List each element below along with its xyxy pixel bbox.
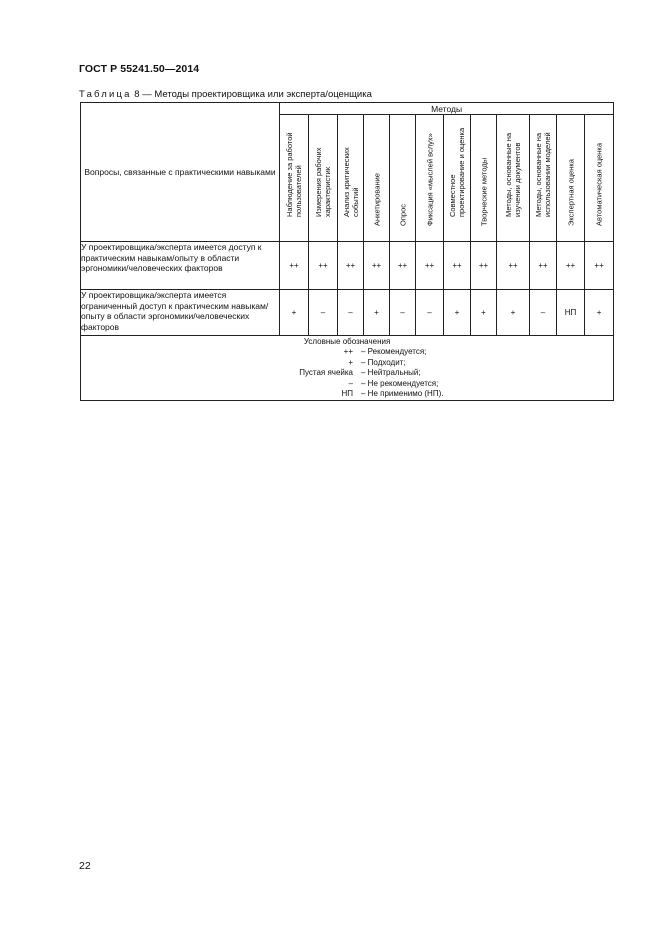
method-column-label-line: Анализ критических: [341, 147, 351, 217]
rating-cell: ++: [309, 242, 338, 290]
legend-symbol: ++: [343, 347, 353, 356]
rating-cell: ++: [364, 242, 390, 290]
method-column-label: [504, 133, 522, 217]
legend-description: – Нейтральный;: [361, 368, 421, 377]
row-question: У проектировщика/эксперта имеется ограниченный доступ к практическим навыкам/опыту в области эргономики/человеческих факторов: [81, 290, 280, 336]
rating-cell: ++: [471, 242, 497, 290]
rating-cell: ++: [280, 242, 309, 290]
legend-symbol: НП: [341, 389, 353, 398]
method-column-label-line: использовании моделей: [543, 132, 552, 217]
rating-cell: ++: [444, 242, 471, 290]
rating-cell: –: [309, 290, 338, 336]
method-column-label-line: Измерения рабочих: [314, 147, 323, 217]
rating-cell: –: [530, 290, 557, 336]
method-column-label-line: Методы, основанные на: [534, 132, 543, 217]
method-column-header: [557, 115, 585, 242]
method-column-label: [372, 173, 381, 226]
method-column-label: [342, 147, 360, 217]
method-column-header: [471, 115, 497, 242]
method-column-label-line: Экспертная оценка: [566, 159, 575, 226]
table-row: [81, 242, 614, 290]
rating-cell: ++: [557, 242, 585, 290]
legend-description: – Подходит;: [361, 357, 406, 367]
method-column-header: [364, 115, 390, 242]
table-row: [81, 290, 614, 336]
row-question: У проектировщика/эксперта имеется доступ к практическим навыкам/опыту в области эргономики/человеческих факторов: [81, 242, 280, 290]
rating-cell: ++: [338, 242, 364, 290]
legend-item: [81, 358, 613, 369]
legend: [81, 336, 614, 401]
legend-item: [81, 379, 613, 390]
rating-cell: +: [471, 290, 497, 336]
table-body: [81, 242, 614, 401]
method-column-label: [285, 132, 303, 217]
method-column-header: [280, 115, 309, 242]
legend-title: Условные обозначения: [303, 337, 391, 346]
method-column-label: [314, 148, 332, 217]
legend-row: [81, 336, 614, 401]
legend-symbol: +: [348, 357, 353, 367]
legend-item: [81, 347, 613, 358]
method-column-label-line: Наблюдение за работой: [285, 132, 294, 217]
methods-table: [80, 102, 614, 401]
table-caption-prefix: Таблица: [79, 89, 132, 100]
table-caption-text: 8 — Методы проектировщика или эксперта/оценщика: [131, 89, 372, 100]
method-column-label-line: событий: [350, 187, 360, 217]
rating-cell: ++: [497, 242, 530, 290]
rating-cell: –: [416, 290, 444, 336]
method-column-header: [309, 115, 338, 242]
page-number: 22: [79, 860, 91, 872]
methods-group-header: Методы: [280, 103, 614, 115]
method-column-label-line: Фиксация «мыслей вслух»: [425, 133, 434, 226]
method-column-label: [448, 128, 466, 217]
table-caption: [79, 89, 372, 100]
legend-description: – Рекомендуется;: [361, 347, 427, 356]
method-column-label-line: пользователей: [294, 165, 303, 217]
rating-cell: ++: [416, 242, 444, 290]
rating-cell: НП: [557, 290, 585, 336]
method-column-label-line: Творческие методы: [479, 157, 488, 226]
rating-cell: +: [280, 290, 309, 336]
method-column-header: [444, 115, 471, 242]
legend-description: – Не применимо (НП).: [361, 389, 444, 398]
method-column-label: [595, 143, 604, 226]
method-column-label-line: изучении документов: [513, 142, 522, 217]
method-column-label-line: Методы, основанные на: [504, 132, 513, 217]
legend-symbol: Пустая ячейка: [299, 368, 353, 377]
method-column-label-line: Анкетирование: [372, 173, 381, 226]
rating-cell: +: [364, 290, 390, 336]
legend-symbol: –: [348, 378, 353, 388]
method-column-label: [398, 204, 407, 226]
method-column-label: [566, 159, 575, 226]
question-column-header: Вопросы, связанные с практическими навыками: [81, 103, 280, 242]
method-column-label-line: Опрос: [398, 204, 407, 226]
method-column-label-line: проектирование и оценка: [457, 127, 466, 217]
rating-cell: +: [585, 290, 614, 336]
method-column-header: [338, 115, 364, 242]
method-column-label: [479, 158, 488, 226]
document-header: ГОСТ Р 55241.50—2014: [79, 63, 200, 75]
method-column-label-line: Совместное: [448, 174, 457, 217]
method-column-label-line: характеристик: [323, 166, 332, 217]
legend-item: [81, 368, 613, 379]
method-column-header: [416, 115, 444, 242]
legend-description: – Не рекомендуется;: [361, 378, 439, 388]
method-column-label: [534, 132, 552, 217]
rating-cell: ++: [585, 242, 614, 290]
rating-cell: +: [497, 290, 530, 336]
method-column-header: [530, 115, 557, 242]
method-column-label: [425, 133, 434, 226]
method-column-header: [497, 115, 530, 242]
legend-item: [81, 389, 613, 400]
method-column-label-line: Автоматическая оценка: [594, 142, 604, 226]
rating-cell: ++: [530, 242, 557, 290]
rating-cell: ++: [390, 242, 416, 290]
rating-cell: –: [390, 290, 416, 336]
rating-cell: +: [444, 290, 471, 336]
rating-cell: –: [338, 290, 364, 336]
method-column-header: [390, 115, 416, 242]
method-column-header: [585, 115, 614, 242]
